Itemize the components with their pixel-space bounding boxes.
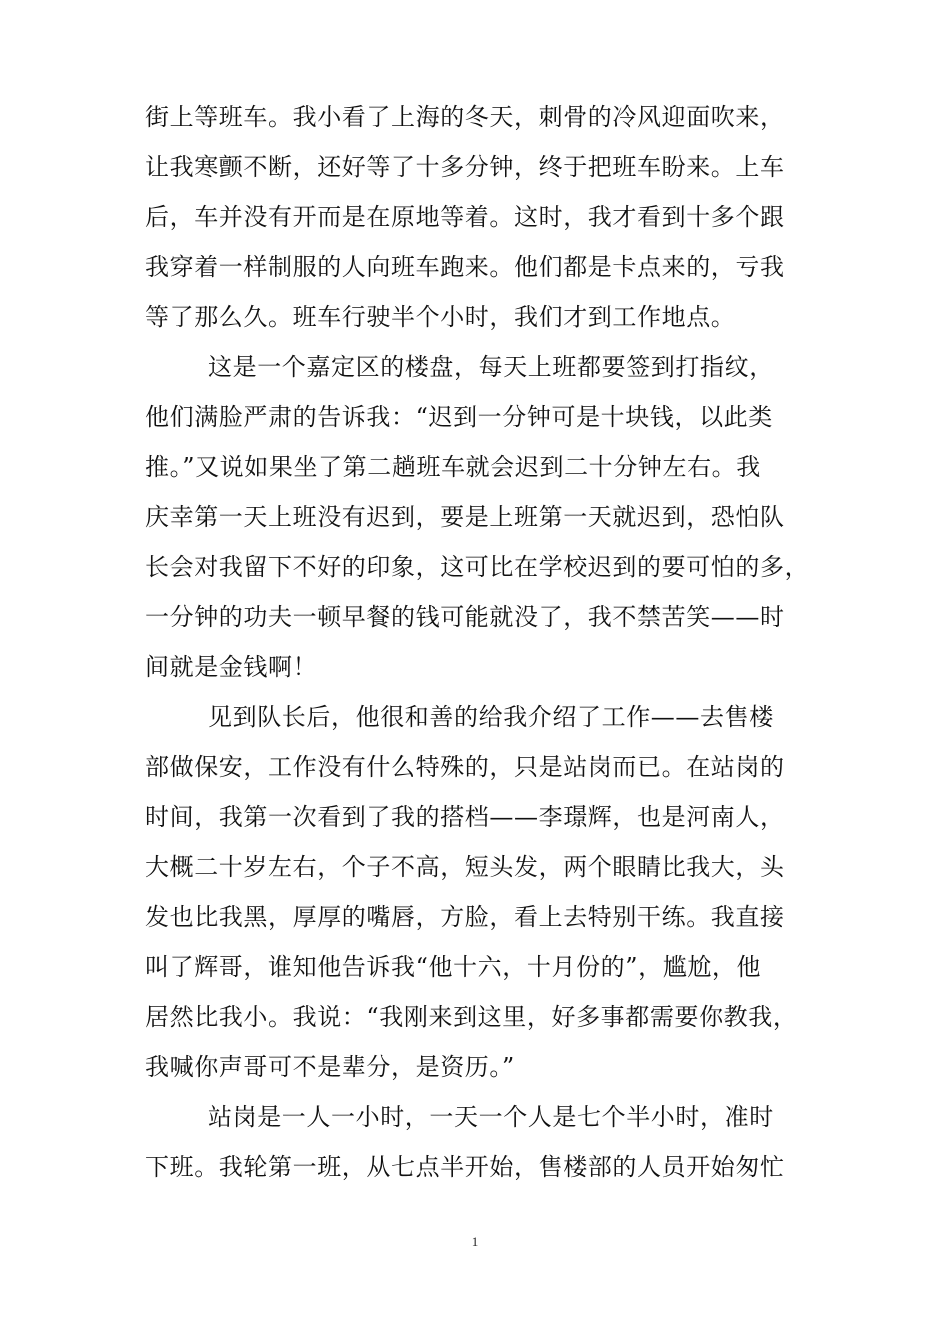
text-line: 我喊你声哥可不是辈分，是资历。” [145, 1053, 515, 1081]
text-line: 时间，我第一次看到了我的搭档——李璟辉，也是河南人， [145, 803, 785, 831]
text-line: 这是一个嘉定区的楼盘，每天上班都要签到打指纹， [208, 353, 774, 381]
text-line: 叫了辉哥，谁知他告诉我“他十六，十月份的”，尴尬，他 [145, 953, 762, 981]
text-line: 他们满脸严肃的告诉我：“迟到一分钟可是十块钱，以此类 [145, 403, 773, 431]
text-line: 我穿着一样制服的人向班车跑来。他们都是卡点来的，亏我 [145, 253, 785, 281]
text-line: 站岗是一人一小时，一天一个人是七个半小时，准时 [208, 1103, 774, 1131]
text-line: 街上等班车。我小看了上海的冬天，刺骨的冷风迎面吹来， [145, 103, 785, 131]
text-line: 居然比我小。我说：“我刚来到这里，好多事都需要你教我， [145, 1003, 798, 1031]
text-line: 让我寒颤不断，还好等了十多分钟，终于把班车盼来。上车 [145, 153, 785, 181]
text-line: 下班。我轮第一班，从七点半开始，售楼部的人员开始匆忙 [145, 1153, 785, 1181]
text-line: 等了那么久。班车行驶半个小时，我们才到工作地点。 [145, 303, 736, 331]
text-line: 庆幸第一天上班没有迟到，要是上班第一天就迟到，恐怕队 [145, 503, 785, 531]
text-line: 部做保安，工作没有什么特殊的，只是站岗而已。在站岗的 [145, 753, 785, 781]
text-line: 长会对我留下不好的印象，这可比在学校迟到的要可怕的多， [145, 553, 810, 581]
text-line: 后，车并没有开而是在原地等着。这时，我才看到十多个跟 [145, 203, 785, 231]
text-line: 见到队长后，他很和善的给我介绍了工作——去售楼 [208, 703, 774, 731]
text-line: 发也比我黑，厚厚的嘴唇，方脸，看上去特别干练。我直接 [145, 903, 785, 931]
document-body [145, 100, 825, 1200]
text-line: 大概二十岁左右，个子不高，短头发，两个眼睛比我大，头 [145, 853, 785, 881]
page-number: 1 [471, 1234, 479, 1249]
text-line: 间就是金钱啊！ [145, 653, 318, 681]
text-line: 推。”又说如果坐了第二趟班车就会迟到二十分钟左右。我 [145, 453, 761, 481]
text-line: 一分钟的功夫一顿早餐的钱可能就没了，我不禁苦笑——时 [145, 603, 785, 631]
